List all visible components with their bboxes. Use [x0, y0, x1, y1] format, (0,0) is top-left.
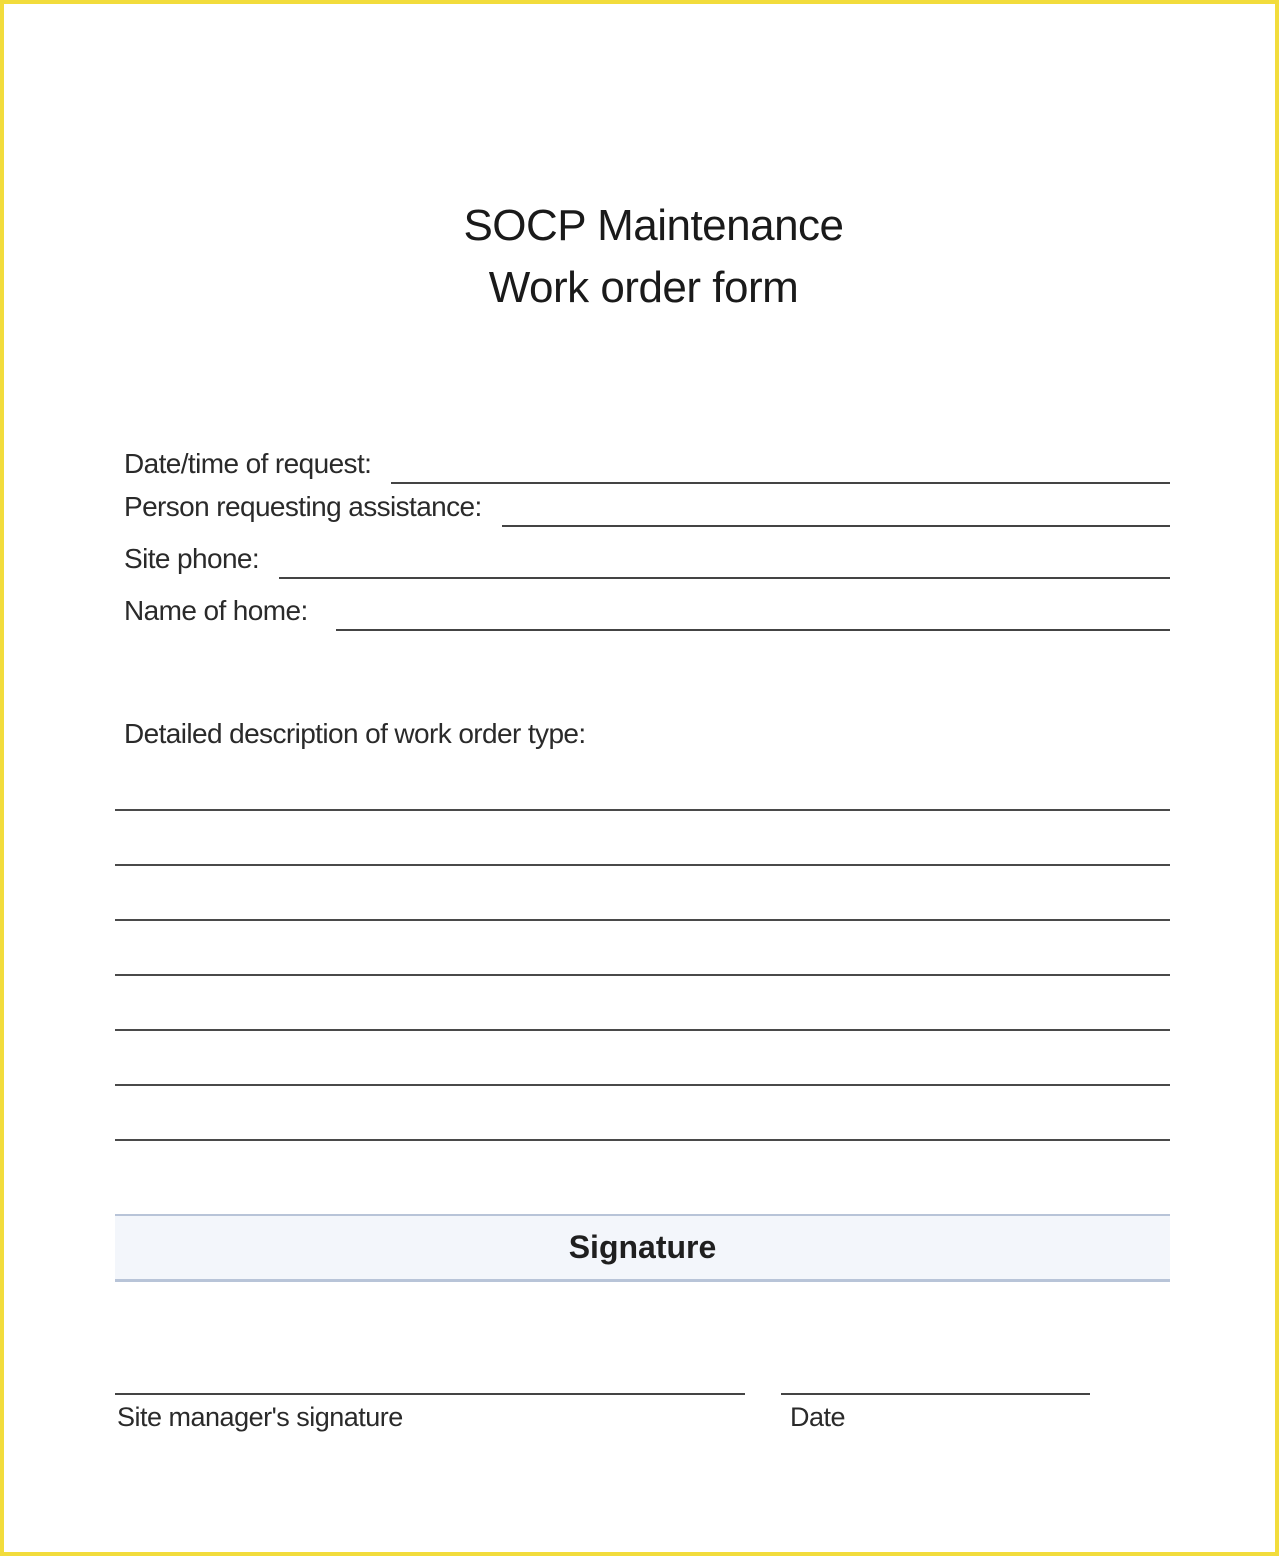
- field-date-time-request[interactable]: [124, 444, 1170, 484]
- field-label-site-phone: Site phone:: [124, 543, 260, 574]
- field-person-requesting[interactable]: [124, 487, 1170, 527]
- form-title-line-2: Work order form: [488, 263, 799, 312]
- description-line-2[interactable]: [115, 864, 1170, 866]
- field-label-person: Person requesting assistance:: [124, 491, 482, 522]
- field-line-person[interactable]: [502, 525, 1170, 527]
- field-site-phone[interactable]: [124, 539, 1170, 579]
- description-line-6[interactable]: [115, 1084, 1170, 1086]
- site-manager-signature-caption: Site manager's signature: [117, 1402, 403, 1432]
- field-name-of-home[interactable]: [124, 591, 1170, 631]
- description-line-7[interactable]: [115, 1139, 1170, 1141]
- description-label: Detailed description of work order type:: [124, 718, 586, 749]
- date-line[interactable]: [781, 1393, 1090, 1395]
- field-line-site-phone[interactable]: [279, 577, 1170, 579]
- description-line-3[interactable]: [115, 919, 1170, 921]
- description-line-1[interactable]: [115, 809, 1170, 811]
- field-label-name-of-home: Name of home:: [124, 595, 308, 626]
- field-line-date-time[interactable]: [391, 482, 1170, 484]
- field-label-date-time: Date/time of request:: [124, 448, 372, 479]
- signature-section-title: Signature: [568, 1229, 717, 1265]
- site-manager-signature-line[interactable]: [115, 1393, 745, 1395]
- form-title-line-1: SOCP Maintenance: [463, 201, 844, 250]
- field-line-name-of-home[interactable]: [336, 629, 1170, 631]
- signature-section-header: [115, 1214, 1170, 1282]
- description-line-5[interactable]: [115, 1029, 1170, 1031]
- description-line-4[interactable]: [115, 974, 1170, 976]
- date-caption: Date: [790, 1402, 846, 1432]
